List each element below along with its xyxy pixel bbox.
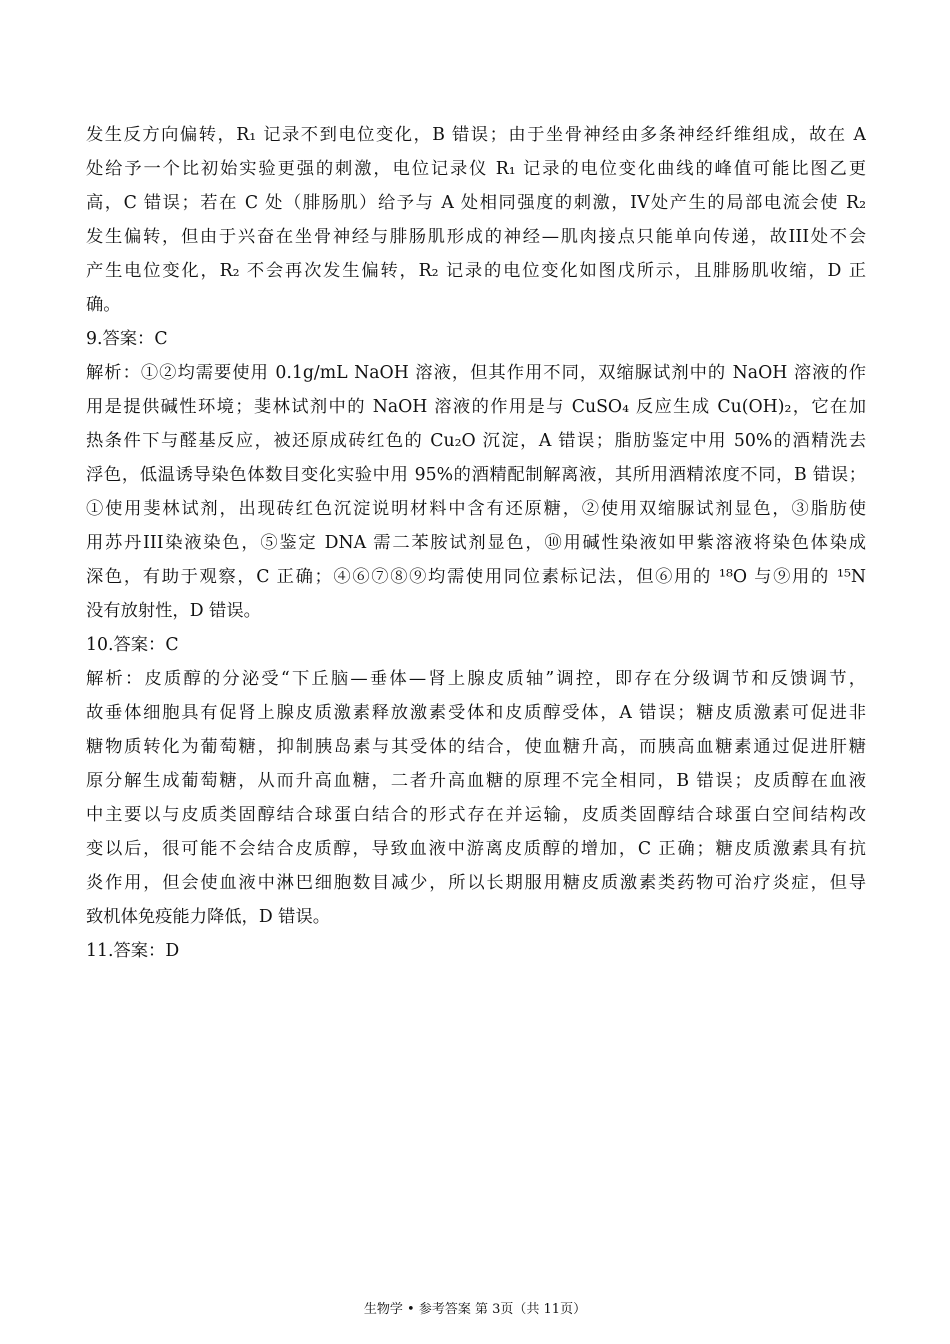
continuation-paragraph: [86, 118, 866, 322]
text-line: 用是提供碱性环境；斐林试剂中的 NaOH 溶液的作用是与 CuSO₄ 反应生成 Cu(OH)₂，它在加: [86, 397, 866, 417]
answer-heading: 9.答案：C: [86, 329, 168, 349]
text-line: 致机体免疫能力降低，D 错误。: [86, 907, 331, 927]
answer-block-9: [86, 322, 866, 628]
page-footer: 生物学 • 参考答案 第 3页（共 11页）: [363, 1302, 587, 1317]
answer-block-11: [86, 934, 866, 968]
answer-heading: 11.答案：D: [86, 941, 180, 961]
text-line: 产生电位变化，R₂ 不会再次发生偏转，R₂ 记录的电位变化如图戊所示，且腓肠肌收缩，D 正: [86, 261, 866, 281]
text-line: 浮色，低温诱导染色体数目变化实验中用 95%的酒精配制解离液，其所用酒精浓度不同，B 错误；: [86, 465, 866, 485]
text-line: 糖物质转化为葡萄糖，抑制胰岛素与其受体的结合，使血糖升高，而胰高血糖素通过促进肝糖: [86, 737, 866, 757]
text-line: 发生反方向偏转，R₁ 记录不到电位变化，B 错误；由于坐骨神经由多条神经纤维组成，故在 A: [86, 125, 866, 145]
text-line: 解析：①②均需要使用 0.1g/mL NaOH 溶液，但其作用不同，双缩脲试剂中的 NaOH 溶液的作: [86, 363, 866, 383]
text-line: 热条件下与醛基反应，被还原成砖红色的 Cu₂O 沉淀，A 错误；脂肪鉴定中用 50%的酒精洗去: [86, 431, 866, 451]
text-line: 深色，有助于观察，C 正确；④⑥⑦⑧⑨均需使用同位素标记法，但⑥用的 ¹⁸O 与⑨用的 ¹⁵N: [86, 567, 866, 587]
page-content: [86, 118, 866, 968]
text-line: 中主要以与皮质类固醇结合球蛋白结合的形式存在并运输，皮质类固醇结合球蛋白空间结构改: [86, 805, 866, 825]
text-line: 没有放射性，D 错误。: [86, 601, 261, 621]
text-line: 故垂体细胞具有促肾上腺皮质激素释放激素受体和皮质醇受体，A 错误；糖皮质激素可促进非: [86, 703, 866, 723]
text-line: ①使用斐林试剂，出现砖红色沉淀说明材料中含有还原糖，②使用双缩脲试剂显色，③脂肪使: [86, 499, 866, 519]
answer-heading: 10.答案：C: [86, 635, 179, 655]
text-line: 确。: [86, 295, 121, 315]
text-line: 高，C 错误；若在 C 处（腓肠肌）给予与 A 处相同强度的刺激，IV处产生的局部电流会使 R₂: [86, 193, 866, 213]
text-line: 原分解生成葡萄糖，从而升高血糖，二者升高血糖的原理不完全相同，B 错误；皮质醇在血液: [86, 771, 866, 791]
text-line: 用苏丹III染液染色，⑤鉴定 DNA 需二苯胺试剂显色，⑩用碱性染液如甲紫溶液将染色体染成: [86, 533, 866, 553]
text-line: 解析：皮质醇的分泌受“下丘脑—垂体—肾上腺皮质轴”调控，即存在分级调节和反馈调节，: [86, 669, 866, 689]
answer-block-10: [86, 628, 866, 934]
text-line: 炎作用，但会使血液中淋巴细胞数目减少，所以长期服用糖皮质激素类药物可治疗炎症，但导: [86, 873, 866, 893]
text-line: 处给予一个比初始实验更强的刺激，电位记录仪 R₁ 记录的电位变化曲线的峰值可能比图乙更: [86, 159, 866, 179]
text-line: 变以后，很可能不会结合皮质醇，导致血液中游离皮质醇的增加，C 正确；糖皮质激素具有抗: [86, 839, 866, 859]
text-line: 发生偏转，但由于兴奋在坐骨神经与腓肠肌形成的神经—肌肉接点只能单向传递，故III处不会: [86, 227, 866, 247]
